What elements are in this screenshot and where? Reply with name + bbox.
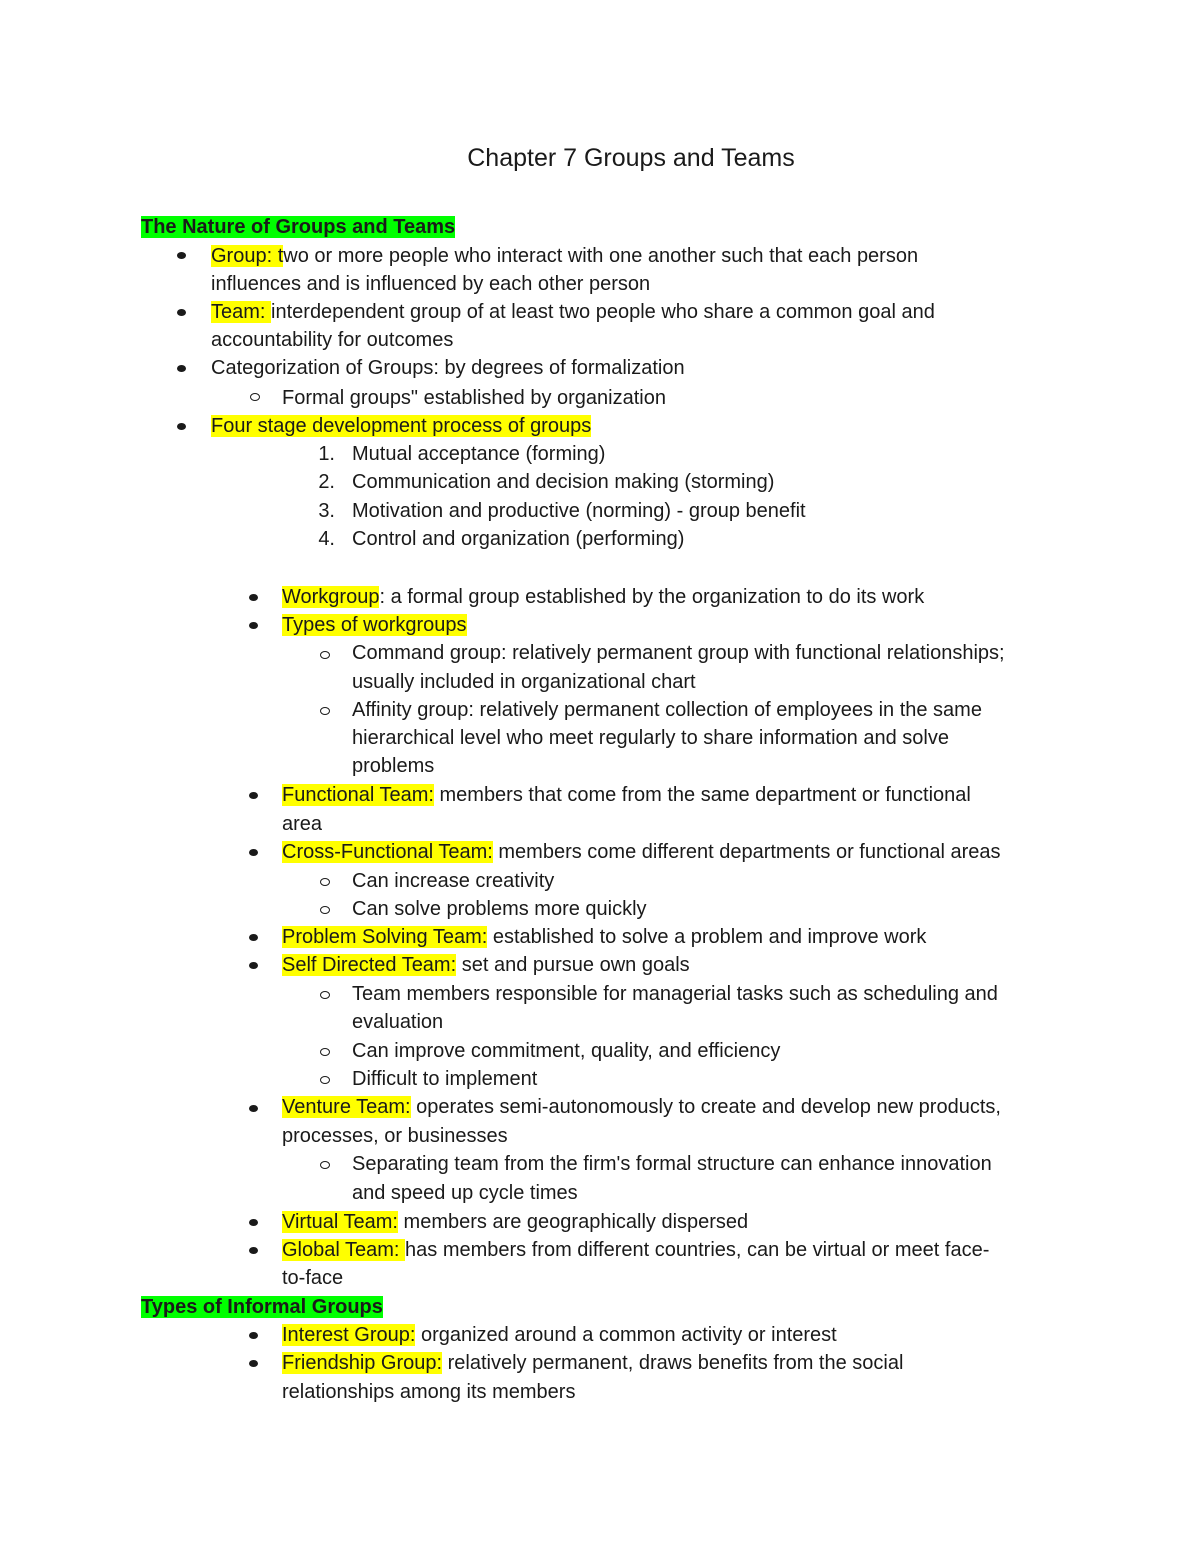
term-highlight: Types of workgroups (282, 614, 467, 636)
term-highlight: Friendship Group: (282, 1352, 443, 1374)
list-item (282, 951, 690, 979)
term-highlight: Virtual Team: (282, 1211, 398, 1233)
definition-text: members are geographically dispersed (398, 1211, 749, 1233)
list-item (211, 412, 591, 440)
definition-continuation: to-face (282, 1267, 344, 1289)
list-item (211, 298, 935, 326)
list-item (282, 838, 1000, 866)
list-item (211, 242, 918, 270)
bullet-icon (249, 622, 258, 629)
circle-bullet-icon (320, 878, 330, 886)
sub-list-continuation: hierarchical level who meet regularly to share information and solve (352, 727, 949, 749)
bullet-icon (249, 1247, 258, 1254)
definition-text: operates semi-autonomously to create and develop new products, (410, 1096, 1001, 1118)
sub-list-item: Command group: relatively permanent group with functional relationships; (352, 642, 1005, 664)
bullet-icon (249, 594, 258, 601)
list-number: 3. (318, 500, 335, 522)
list-item (282, 611, 467, 639)
definition-continuation: accountability for outcomes (211, 329, 454, 351)
bullet-icon (249, 849, 258, 856)
list-item (282, 1093, 1001, 1121)
term-highlight: Global Team: (282, 1239, 406, 1261)
definition-text: set and pursue own goals (456, 954, 690, 976)
circle-bullet-icon (320, 1048, 330, 1056)
definition-continuation: processes, or businesses (282, 1125, 508, 1147)
circle-bullet-icon (320, 906, 330, 914)
sub-list-continuation: and speed up cycle times (352, 1182, 578, 1204)
numbered-item: Communication and decision making (storming) (352, 471, 775, 493)
numbered-item: Control and organization (performing) (352, 528, 685, 550)
list-number: 2. (318, 471, 335, 493)
term-highlight: Self Directed Team: (282, 954, 457, 976)
term-highlight: Problem Solving Team: (282, 926, 488, 948)
list-item (282, 583, 924, 611)
definition-text: members come different departments or functional areas (492, 841, 1001, 863)
numbered-item: Motivation and productive (norming) - group benefit (352, 500, 806, 522)
definition-continuation: area (282, 813, 323, 835)
list-item (282, 923, 926, 951)
list-number: 1. (318, 443, 335, 465)
bullet-icon (177, 252, 186, 259)
list-number: 4. (318, 528, 335, 550)
sub-list-item: Separating team from the firm's formal structure can enhance innovation (352, 1153, 992, 1175)
bullet-icon (249, 1105, 258, 1112)
definition-text: : a formal group established by the organization to do its work (379, 586, 925, 608)
page-title: Chapter 7 Groups and Teams (467, 144, 795, 172)
definition-text: established to solve a problem and improve work (487, 926, 927, 948)
bullet-icon (177, 365, 186, 372)
bullet-icon (177, 423, 186, 430)
sub-list-continuation: evaluation (352, 1011, 444, 1033)
section-heading (141, 213, 455, 241)
list-item (282, 1236, 989, 1264)
list-item (282, 1349, 903, 1377)
definition-text: wo or more people who interact with one another such that each person (283, 245, 919, 267)
sub-list-item: Can solve problems more quickly (352, 898, 647, 920)
term-highlight: Group: t (211, 245, 284, 267)
definition-text: organized around a common activity or interest (415, 1324, 837, 1346)
term-highlight: Workgroup (282, 586, 380, 608)
circle-bullet-icon (320, 1161, 330, 1169)
list-item (282, 1208, 748, 1236)
term-highlight: Venture Team: (282, 1096, 411, 1118)
term-highlight: Team: (211, 301, 272, 323)
bullet-icon (249, 1219, 258, 1226)
section-heading (141, 1293, 383, 1321)
section-heading-text: Types of Informal Groups (141, 1296, 383, 1318)
definition-text: members that come from the same department or functional (433, 784, 971, 806)
bullet-icon (177, 309, 186, 316)
circle-bullet-icon (320, 707, 330, 715)
sub-list-continuation: problems (352, 755, 435, 777)
definition-text: has members from different countries, can be virtual or meet face- (405, 1239, 990, 1261)
sub-list-item: Team members responsible for managerial tasks such as scheduling and (352, 983, 998, 1005)
circle-bullet-icon (320, 1076, 330, 1084)
section-heading-text: The Nature of Groups and Teams (141, 216, 456, 238)
sub-list-item: Can improve commitment, quality, and efficiency (352, 1040, 781, 1062)
list-item (282, 781, 971, 809)
sub-list-item: Can increase creativity (352, 870, 555, 892)
sub-list-item: Affinity group: relatively permanent collection of employees in the same (352, 699, 982, 721)
bullet-icon (249, 962, 258, 969)
numbered-item: Mutual acceptance (forming) (352, 443, 606, 465)
bullet-icon (249, 1360, 258, 1367)
bullet-icon (249, 1332, 258, 1339)
sub-list-item: Difficult to implement (352, 1068, 538, 1090)
circle-bullet-icon (320, 651, 330, 659)
circle-bullet-icon (320, 991, 330, 999)
definition-text: relatively permanent, draws benefits from the social (442, 1352, 904, 1374)
term-highlight: Cross-Functional Team: (282, 841, 493, 863)
bullet-icon (249, 792, 258, 799)
term-highlight: Functional Team: (282, 784, 434, 806)
definition-text: interdependent group of at least two people who share a common goal and (271, 301, 935, 323)
list-item (282, 1321, 837, 1349)
definition-continuation: relationships among its members (282, 1381, 576, 1403)
sub-list-item: Formal groups" established by organization (282, 387, 666, 409)
bullet-icon (249, 934, 258, 941)
term-highlight: Four stage development process of groups (211, 415, 592, 437)
term-highlight: Interest Group: (282, 1324, 416, 1346)
list-item: Categorization of Groups: by degrees of formalization (211, 357, 685, 379)
definition-continuation: influences and is influenced by each other person (211, 273, 651, 295)
circle-bullet-icon (250, 393, 260, 401)
sub-list-continuation: usually included in organizational chart (352, 671, 696, 693)
